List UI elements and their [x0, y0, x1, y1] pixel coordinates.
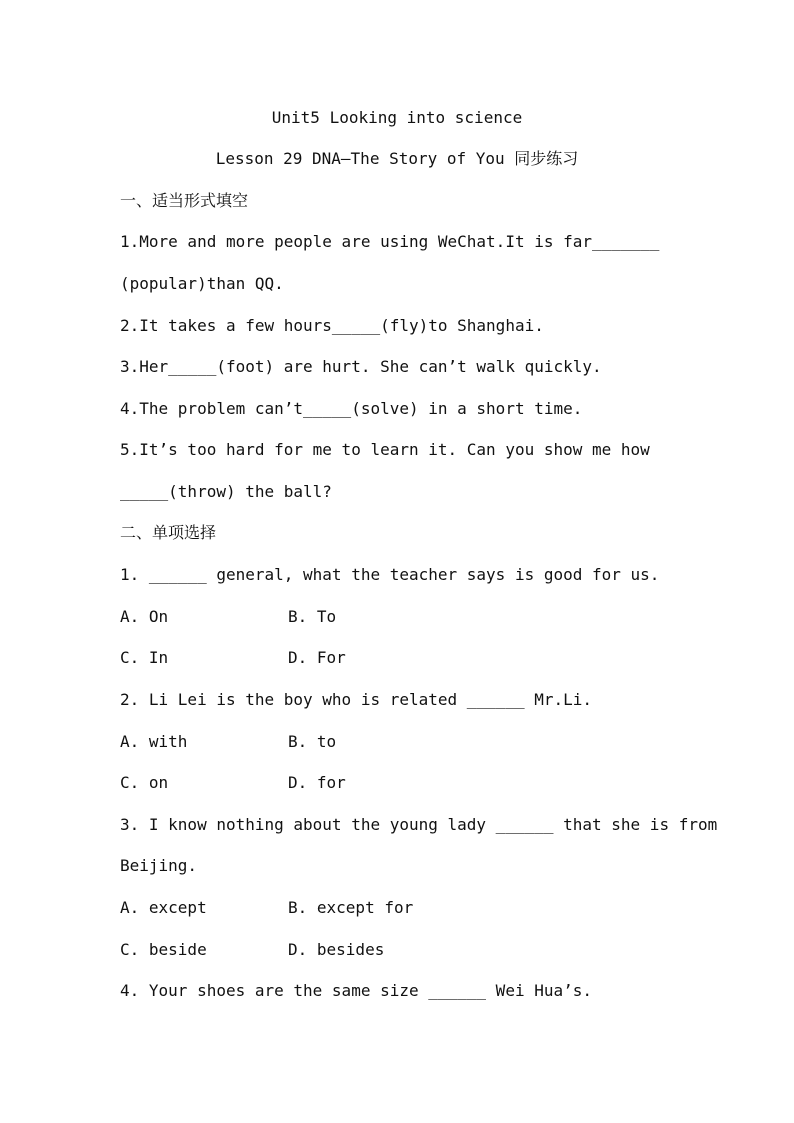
option-a: A. except: [120, 898, 207, 917]
section1-line-2: (popular)than QQ.: [120, 274, 284, 293]
option-d: D. For: [288, 648, 346, 667]
section1-line-1: 1.More and more people are using WeChat.It is far_______: [120, 232, 660, 251]
option-b: B. except for: [288, 898, 414, 917]
option-b: B. to: [288, 732, 337, 751]
section1-line-5: 4.The problem can’t_____(solve) in a short time.: [120, 399, 583, 418]
option-c: C. beside: [120, 940, 207, 959]
section1-line-3: 2.It takes a few hours_____(fly)to Shanghai.: [120, 316, 544, 335]
document-title: Unit5 Looking into science: [271, 108, 523, 127]
section1-line-7: _____(throw) the ball?: [120, 482, 332, 501]
option-a: A. On: [120, 607, 169, 626]
question-3-line-1: 3. I know nothing about the young lady ______ that she is from: [120, 815, 718, 834]
section2-heading: 二、单项选择: [120, 523, 217, 542]
document-subtitle: Lesson 29 DNA—The Story of You 同步练习: [215, 149, 579, 168]
option-c: C. In: [120, 648, 169, 667]
option-c: C. on: [120, 773, 169, 792]
section1-heading: 一、适当形式填空: [120, 191, 249, 210]
question-1: 1. ______ general, what the teacher says is good for us.: [120, 565, 660, 584]
question-4: 4. Your shoes are the same size ______ Wei Hua’s.: [120, 981, 593, 1000]
option-b: B. To: [288, 607, 337, 626]
section1-line-4: 3.Her_____(foot) are hurt. She can’t walk quickly.: [120, 357, 602, 376]
option-a: A. with: [120, 732, 188, 751]
option-d: D. besides: [288, 940, 385, 959]
question-2: 2. Li Lei is the boy who is related ______ Mr.Li.: [120, 690, 593, 709]
section1-line-6: 5.It’s too hard for me to learn it. Can you show me how: [120, 440, 650, 459]
question-3-line-2: Beijing.: [120, 856, 198, 875]
option-d: D. for: [288, 773, 346, 792]
